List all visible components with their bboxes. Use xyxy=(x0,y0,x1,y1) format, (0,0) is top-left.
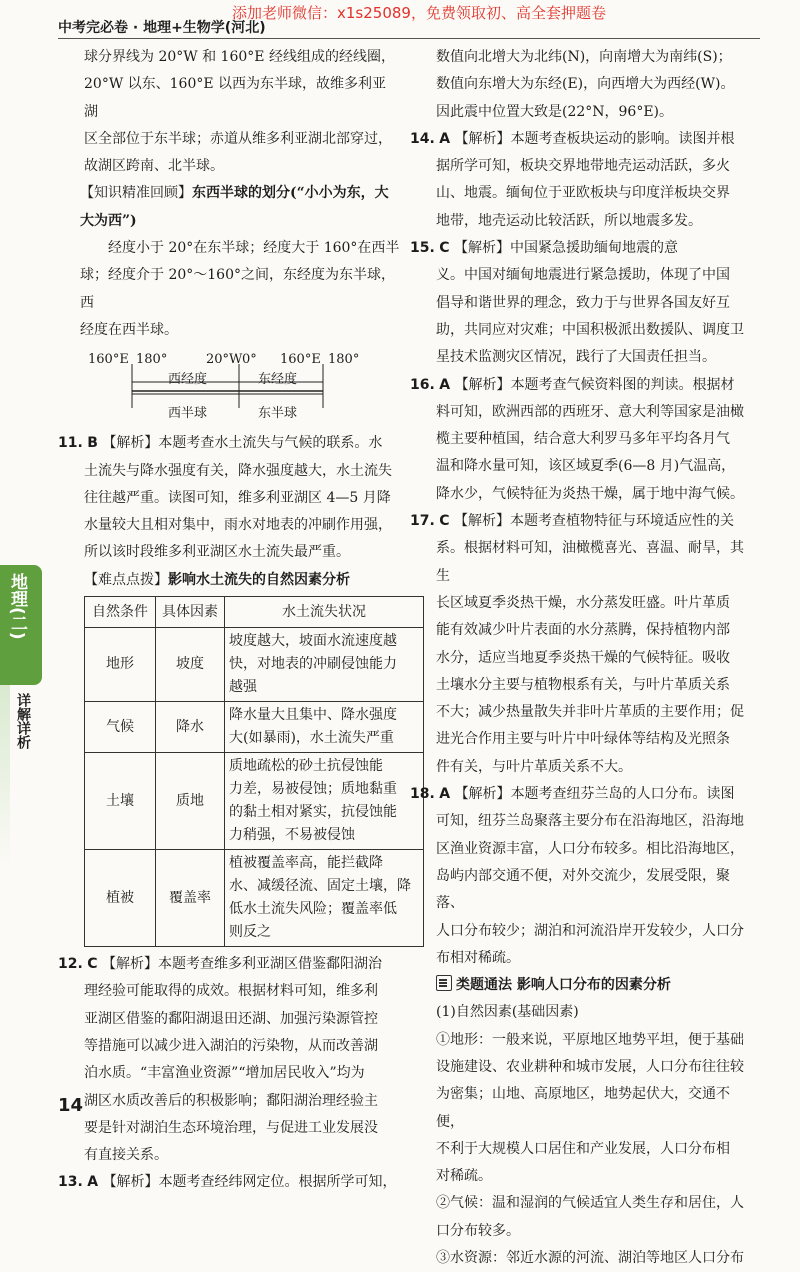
table-header-row: 自然条件 具体因素 水土流失状况 xyxy=(85,597,424,628)
table-row: 植被 覆盖率 植被覆盖率高，能拦截降 水、减缓径流、固定土壤，降 低水土流失风险；覆盖率低 则反之 xyxy=(85,850,424,947)
answer-13-continued: 数值向北增大为北纬(N)，向南增大为南纬(S)； 数值向东增大为东经(E)，向西增大为西经(W)。 因此震中位置大致是(22°N，96°E)。 xyxy=(436,49,735,120)
intro-text: 球分界线为 20°W 和 160°E 经线组成的经线圈， 20°W 以东、160°E 以西为东半球，故维多利亚湖 区全部位于东半球；赤道从维多利亚湖北部穿过， 故湖区跨南、北半球。 xyxy=(84,49,395,175)
label-20w: 20°W xyxy=(206,352,243,368)
hemisphere-diagram xyxy=(58,346,400,426)
knowledge-review: 【知识精准回顾】东西半球的划分(“小小为东，大 大为西”) 经度小于 20°在东半球；经度大于 160°在西半 球；经度介于 20°～160°之间，东经度为东半球，西 经度在西半球。 xyxy=(80,185,400,338)
header-divider xyxy=(58,38,760,39)
soil-erosion-factors-table xyxy=(84,596,424,947)
method-tip-icon xyxy=(436,975,452,991)
answer-15: 15. C 【解析】中国紧急援助缅甸地震的意 义。中国对缅甸地震进行紧急援助，体现了中国 倡导和谐世界的理念，致力于与世界各国友好互 助，共同应对灾难；中国积极派出数援队、调度卫 星技术监测灾区情况，践行了大国责任担当。 xyxy=(410,240,744,366)
label-west-hemisphere: 西半球 xyxy=(168,406,208,422)
page-number: 14 xyxy=(58,1095,84,1116)
factors-table-wrap xyxy=(58,596,411,947)
label-180-b: 180° xyxy=(328,352,360,368)
table-row: 气候 降水 降水量大且集中、降水强度 大(如暴雨)，水土流失严重 xyxy=(85,702,424,753)
subject-tab-label: 地理(二) xyxy=(7,573,27,640)
left-column xyxy=(58,44,411,1197)
right-column xyxy=(410,44,756,1272)
label-east-lon: 东经度 xyxy=(258,372,298,388)
label-east-hemisphere: 东半球 xyxy=(258,406,298,422)
label-0: 0° xyxy=(242,352,257,368)
label-west-lon: 西经度 xyxy=(168,372,208,388)
answer-16: 16. A 【解析】本题考查气候资料图的判读。根据材 料可知，欧洲西部的西班牙、意大利等国家是油橄 榄主要种植国，结合意大利罗马多年平均各月气 温和降水量可知，该区域夏季(6—8 月)气温高， 降水少，气候特征为炎热干燥，属于地中海气候。 xyxy=(410,376,744,502)
answer-13: 13. A 【解析】本题考查经纬网定位。根据所学可知， xyxy=(58,1174,397,1191)
label-160e-b: 160°E xyxy=(280,352,321,368)
answer-11: 11. B 【解析】本题考查水土流失与气候的联系。水 土流失与降水强度有关，降水强度越大，水土流失 往往越严重。读图可知，维多利亚湖区 4—5 月降 水量较大且相对集中，雨水对地表的冲刷作用强， 所以该时段维多利亚湖区水土流失最严重。 【难点点拨】影响水土流失的自然因素分析 xyxy=(58,435,392,588)
difficulty-tag: 【难点点拨】 xyxy=(84,571,168,588)
method-note: 类题通法 影响人口分布的因素分析 (1)自然因素(基础因素) ①地形：一般来说，平原地区地势平坦，便于基础 设施建设、农业耕种和城市发展，人口分布往往较 为密集；山地、高原地区，地势起伏大，交通不便， 不利于大规模人口居住和产业发展，人口分布相 对稀疏。 ②气候：温和湿润的气候适宜人类生存和居住，人 口分布较多。 ③水资源：邻近水源的河流、湖泊等地区人口分布 xyxy=(436,977,744,1267)
review-tag: 【知识精准回顾】 xyxy=(80,185,192,202)
answer-17: 17. C 【解析】本题考查植物特征与环境适应性的关 系。根据材料可知，油橄榄喜光、喜温、耐旱，其生 长区域夏季炎热干燥，水分蒸发旺盛。叶片革质 能有效减少叶片表面的水分蒸腾，保持植物内部 水分，适应当地夏季炎热干燥的气候特征。吸收 土壤水分主要与植物根系有关，与叶片革质关系 不大；减少热量散失并非叶片革质的主要作用；促 进光合作用主要与叶片中叶绿体等结构及光照条 件有关，与叶片革质关系不大。 xyxy=(410,513,744,775)
table-row: 土壤 质地 质地疏松的砂土抗侵蚀能 力差，易被侵蚀；质地黏重 的黏土相对紧实，抗侵蚀能 力稍强，不易被侵蚀 xyxy=(85,753,424,850)
watermark-text: 添加老师微信：x1s25089，免费领取初、高全套押题卷 xyxy=(232,4,606,22)
label-180-a: 180° xyxy=(136,352,168,368)
answer-18: 18. A 【解析】本题考查纽芬兰岛的人口分布。读图 可知，纽芬兰岛聚落主要分布在沿海地区，沿海地 区渔业资源丰富，人口分布较多。相比沿海地区， 岛屿内部交通不便，对外交流少，发展受限，聚落、 人口分布较少；湖泊和河流沿岸开发较少，人口分 布相对稀疏。 xyxy=(410,786,744,966)
page-header: 中考完必卷 · 地理+生物学(河北) xyxy=(58,20,266,36)
subject-tab xyxy=(0,565,42,685)
section-side-label: 详解详析 xyxy=(15,693,31,749)
label-160e-a: 160°E xyxy=(88,352,129,368)
table-row: 地形 坡度 坡度越大，坡面水流速度越 快，对地表的冲刷侵蚀能力 越强 xyxy=(85,628,424,702)
sidebar-stripe xyxy=(0,685,10,865)
answer-12: 12. C 【解析】本题考查维多利亚湖区借鉴鄱阳湖治 理经验可能取得的成效。根据材料可知，维多利 亚湖区借鉴的鄱阳湖退田还湖、加强污染源管控 等措施可以减少进入湖泊的污染物，从而改善湖 泊水质。“丰富渔业资源”“增加居民收入”均为 湖区水质改善后的积极影响；鄱阳湖治理经验主 要是针对湖泊生态环境治理，与促进工业发展没 有直接关系。 xyxy=(58,956,382,1164)
answer-14: 14. A 【解析】本题考查板块运动的影响。读图并根 据所学可知，板块交界地带地壳运动活跃，多火 山、地震。缅甸位于亚欧板块与印度洋板块交界 地带，地壳运动比较活跃，所以地震多发。 xyxy=(410,130,735,229)
